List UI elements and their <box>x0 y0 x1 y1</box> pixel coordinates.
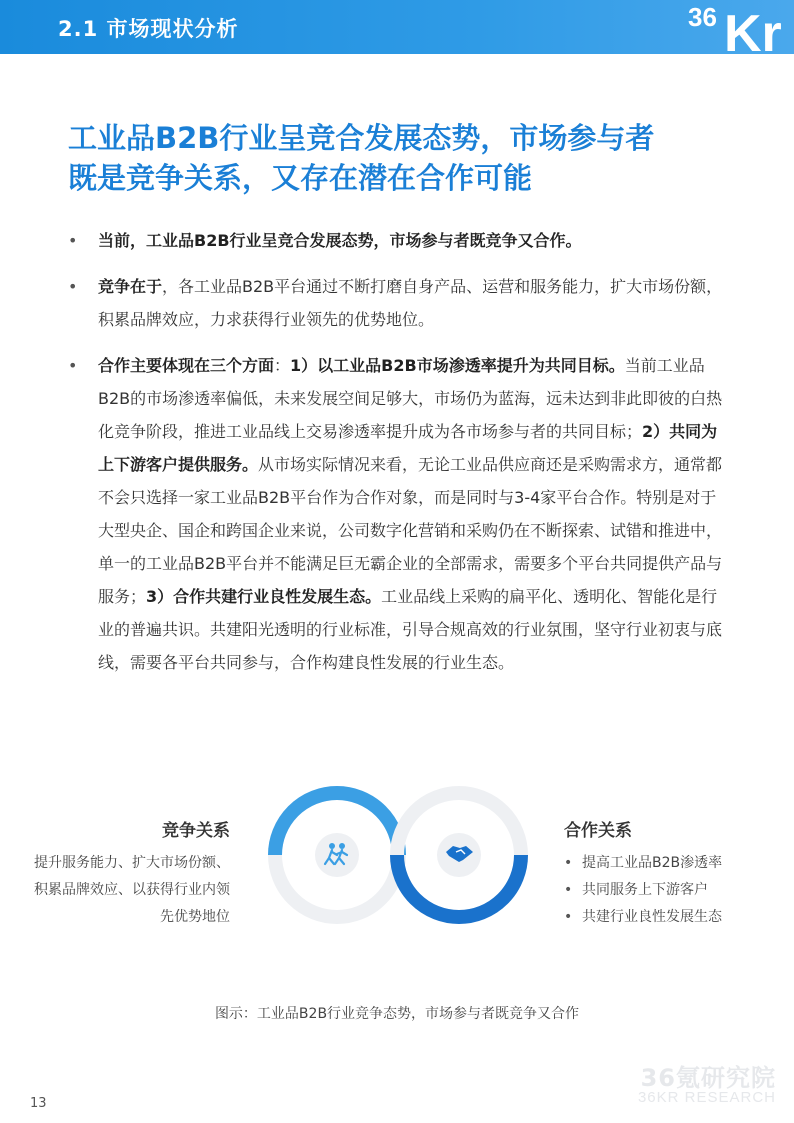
section-title: 2.1 市场现状分析 <box>58 17 239 41</box>
bullet-competition-text: ，各工业品B2B平台通过不断打磨自身产品、运营和服务能力，扩大市场份额，积累品牌效应，力求获得行业领先的优势地位。 <box>98 277 723 329</box>
logo-kr: Kr <box>724 5 782 63</box>
bullet-cooperation-point-2: 2）共同为上下游客户提供服务。 <box>98 422 718 474</box>
logo-36: 36 <box>688 2 717 32</box>
bullet-current-bold: 当前，工业品B2B行业呈竞合发展态势，市场参与者既竞争又合作。 <box>98 231 582 250</box>
bullet-list <box>68 224 728 692</box>
cooperation-item: • 共建行业良性发展生态 <box>564 904 722 931</box>
watermark-cn: 36氪研究院 <box>640 1064 776 1092</box>
bullet-cooperation <box>68 349 728 679</box>
page-number: 13 <box>30 1096 47 1111</box>
header-bar <box>0 0 794 63</box>
competition-description: 提升服务能力、扩大市场份额、积累品牌效应、以获得行业内领先优势地位 <box>34 855 230 925</box>
main-heading <box>68 118 748 198</box>
competition-title: 竞争关系 <box>162 821 230 841</box>
watermark-en: 36KR RESEARCH <box>637 1089 776 1106</box>
bullet-cooperation-point-1: 1）以工业品B2B市场渗透率提升为共同目标。 <box>290 356 625 375</box>
cooperation-list <box>564 850 722 931</box>
cooperation-item: • 共同服务上下游客户 <box>564 877 722 904</box>
bullet-cooperation-bold: 合作主要体现在三个方面 <box>98 356 275 375</box>
heading-line-1: 工业品B2B行业呈竞合发展态势，市场参与者 <box>68 121 655 155</box>
bullet-current <box>68 224 728 257</box>
cooperation-title: 合作关系 <box>564 821 632 841</box>
bullet-competition-bold: 竞争在于 <box>98 277 163 296</box>
bullet-cooperation-text-e: 从市场实际情况来看，无论工业品供应商还是采购需求方，通常都不会只选择一家工业品B2B平台作为合作对象，而是同时与3-4家平台合作。特别是对于大型央企、国企和跨国企业来说，公司数字化营销和采购仍在不断探索、试错和推进中，单一的工业品B2B平台并不能满足巨无霸企业的全部需求，需要多个平台共同提供产品与服务； <box>98 455 723 606</box>
bullet-competition <box>68 270 728 336</box>
interlocking-rings <box>262 780 534 930</box>
bullet-cooperation-text-a: ： <box>274 356 291 375</box>
heading-line-2: 既是竞争关系，又存在潜在合作可能 <box>68 161 533 195</box>
competition-cooperation-figure <box>0 780 794 950</box>
cooperation-item: • 提高工业品B2B渗透率 <box>564 850 722 877</box>
figure-caption: 图示：工业品B2B行业竞争态势，市场参与者既竞争又合作 <box>214 1006 580 1022</box>
bullet-cooperation-text-g: 工业品线上采购的扁平化、透明化、智能化是行业的普遍共识。共建阳光透明的行业标准，引导合规高效的行业氛围，坚守行业初衷与底线，需要各平台共同参与，合作构建良性发展的行业生态。 <box>98 587 723 672</box>
bullet-cooperation-text-c: 当前工业品B2B的市场渗透率偏低，未来发展空间足够大，市场仍为蓝海，远未达到非此即彼的白热化竞争阶段，推进工业品线上交易渗透率提升成为各市场参与者的共同目标； <box>98 356 723 441</box>
bullet-cooperation-point-3: 3）合作共建行业良性发展生态。 <box>146 587 382 606</box>
36kr-logo <box>684 0 794 63</box>
